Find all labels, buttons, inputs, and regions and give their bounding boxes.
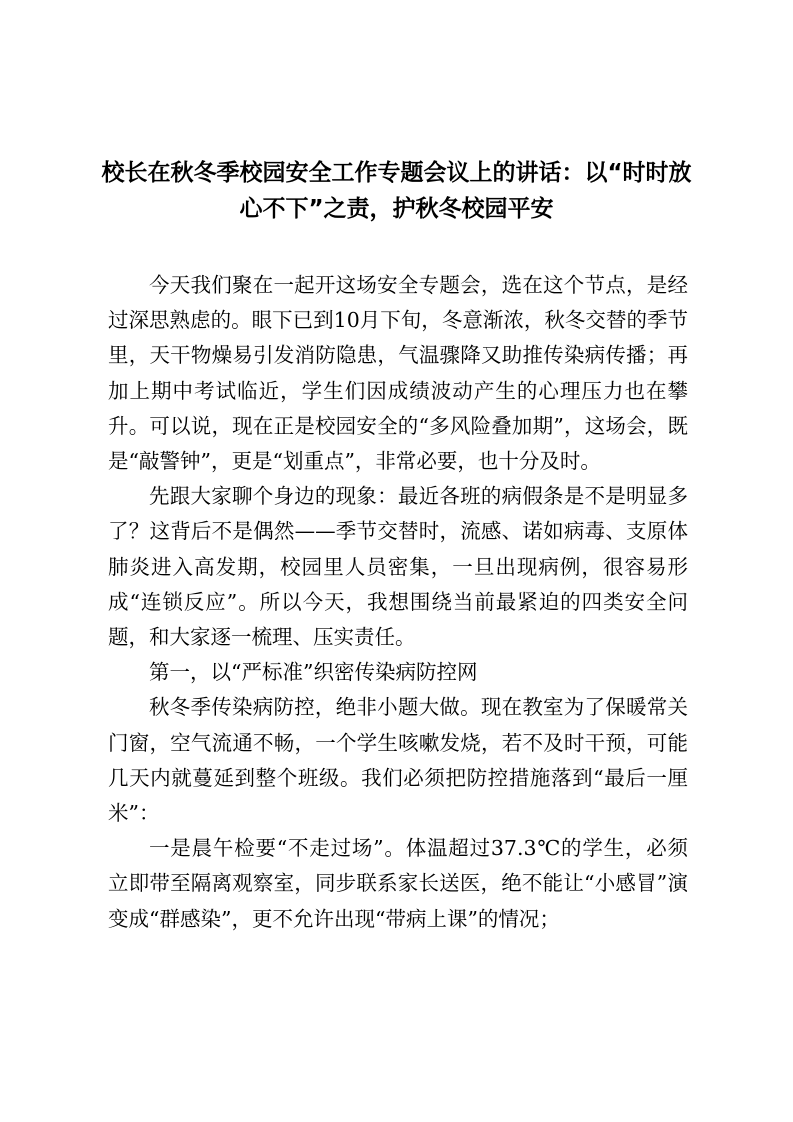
document-body (108, 268, 688, 937)
paragraph: 先跟大家聊个身边的现象：最近各班的病假条是不是明显多了？这背后不是偶然——季节交替时，流感、诺如病毒、支原体肺炎进入高发期，校园里人员密集，一旦出现病例，很容易形成“连锁反应”。所以今天，我想围绕当前最紧迫的四类安全问题，和大家逐一梳理、压实责任。 (108, 484, 688, 650)
paragraph: 秋冬季传染病防控，绝非小题大做。现在教室为了保暖常关门窗，空气流通不畅，一个学生咳嗽发烧，若不及时干预，可能几天内就蔓延到整个班级。我们必须把防控措施落到“最后一厘米”： (108, 695, 688, 826)
section-heading: 第一，以“严标准”织密传染病防控网 (149, 660, 478, 685)
document-title: 校长在秋冬季校园安全工作专题会议上的讲话：以“时时放心不下”之责，护秋冬校园平安 (101, 160, 692, 222)
paragraph: 今天我们聚在一起开这场安全专题会，选在这个节点，是经过深思熟虑的。眼下已到10月下旬，冬意渐浓，秋冬交替的季节里，天干物燥易引发消防隐患，气温骤降又助推传染病传播；再加上期中考试临近，学生们因成绩波动产生的心理压力也在攀升。可以说，现在正是校园安全的“多风险叠加期”，这场会，既是“敲警钟”，更是“划重点”，非常必要，也十分及时。 (108, 273, 688, 474)
paragraph: 一是晨午检要“不走过场”。体温超过37.3℃的学生，必须立即带至隔离观察室，同步联系家长送医，绝不能让“小感冒”演变成“群感染”，更不允许出现“带病上课”的情况； (108, 836, 688, 931)
